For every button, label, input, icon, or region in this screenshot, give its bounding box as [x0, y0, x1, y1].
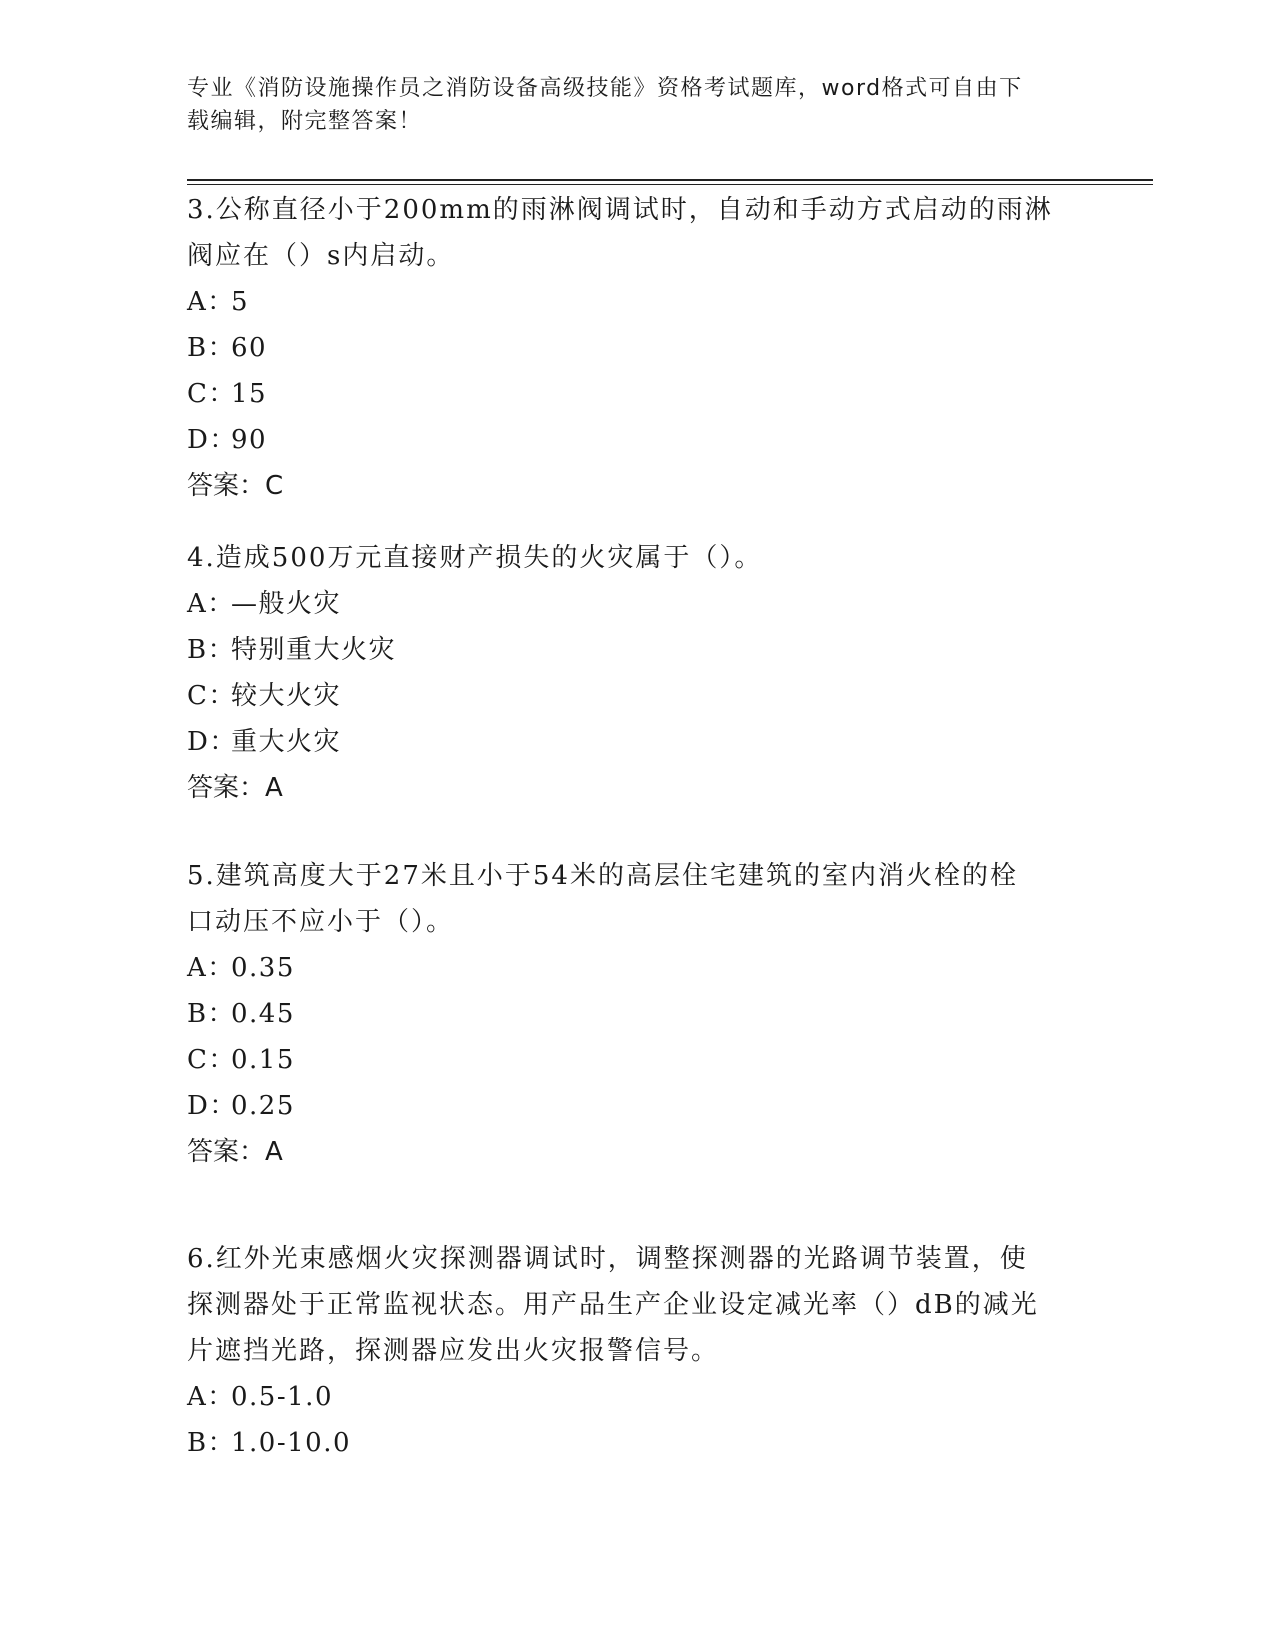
option-text: 90: [231, 425, 268, 455]
option-text: 5: [231, 287, 250, 317]
question-6: [187, 1236, 1067, 1466]
option-a: [187, 1374, 1067, 1420]
option-text: 1.0-10.0: [231, 1428, 352, 1458]
document-header: [187, 72, 1067, 138]
option-text: 60: [231, 333, 268, 363]
option-label: C：: [187, 1045, 236, 1075]
header-line-1: 专业《消防设施操作员之消防设备高级技能》资格考试题库，word格式可自由下: [187, 76, 1023, 101]
option-text: 0.5-1.0: [231, 1382, 333, 1412]
question-stem-line: 5.建筑高度大于27米且小于54米的高层住宅建筑的室内消火栓的栓: [187, 861, 1018, 891]
option-label: A：: [187, 953, 235, 983]
question-stem-line: 阀应在（）s内启动。: [187, 241, 455, 271]
question-stem-line: 4.造成500万元直接财产损失的火灾属于（）。: [187, 543, 763, 573]
question-5: [187, 853, 1067, 1175]
option-label: D：: [187, 1091, 237, 1121]
option-text: 较大火灾: [231, 681, 342, 711]
option-b: [187, 325, 1067, 371]
answer: 答案：A: [187, 1137, 283, 1167]
question-stem-line: 6.红外光束感烟火灾探测器调试时，调整探测器的光路调节装置，使: [187, 1244, 1028, 1274]
option-label: B：: [187, 635, 236, 665]
option-a: [187, 279, 1067, 325]
option-b: [187, 991, 1067, 1037]
option-b: [187, 1420, 1067, 1466]
option-label: B：: [187, 999, 236, 1029]
question-stem-line: 3.公称直径小于200mm的雨淋阀调试时，自动和手动方式启动的雨淋: [187, 195, 1053, 225]
question-stem-line: 口动压不应小于（）。: [187, 907, 455, 937]
header-line-2: 载编辑，附完整答案！: [187, 109, 423, 134]
option-label: D：: [187, 727, 237, 757]
option-a: [187, 945, 1067, 991]
question-3: [187, 187, 1067, 509]
option-text: 特别重大火灾: [231, 635, 397, 665]
option-b: [187, 627, 1067, 673]
option-label: A：: [187, 1382, 235, 1412]
question-stem-line: 探测器处于正常监视状态。用产品生产企业设定减光率（）dB的减光: [187, 1290, 1039, 1320]
option-text: —般火灾: [231, 589, 342, 619]
option-label: C：: [187, 681, 236, 711]
option-label: B：: [187, 1428, 236, 1458]
option-c: [187, 673, 1067, 719]
option-text: 重大火灾: [231, 727, 342, 757]
option-label: A：: [187, 287, 235, 317]
option-text: 0.35: [231, 953, 295, 983]
header-divider-thin: [187, 184, 1153, 185]
option-text: 0.45: [231, 999, 295, 1029]
answer: 答案：A: [187, 773, 283, 803]
answer: 答案：C: [187, 471, 284, 501]
option-label: D：: [187, 425, 237, 455]
question-stem-line: 片遮挡光路，探测器应发出火灾报警信号。: [187, 1336, 720, 1366]
option-label: B：: [187, 333, 236, 363]
question-4: [187, 535, 1067, 811]
option-d: [187, 1083, 1067, 1129]
option-label: A：: [187, 589, 235, 619]
option-label: C：: [187, 379, 236, 409]
option-c: [187, 1037, 1067, 1083]
option-text: 0.15: [231, 1045, 295, 1075]
header-divider-thick: [187, 179, 1153, 181]
option-d: [187, 417, 1067, 463]
option-text: 0.25: [231, 1091, 295, 1121]
option-d: [187, 719, 1067, 765]
option-a: [187, 581, 1067, 627]
option-c: [187, 371, 1067, 417]
option-text: 15: [231, 379, 268, 409]
